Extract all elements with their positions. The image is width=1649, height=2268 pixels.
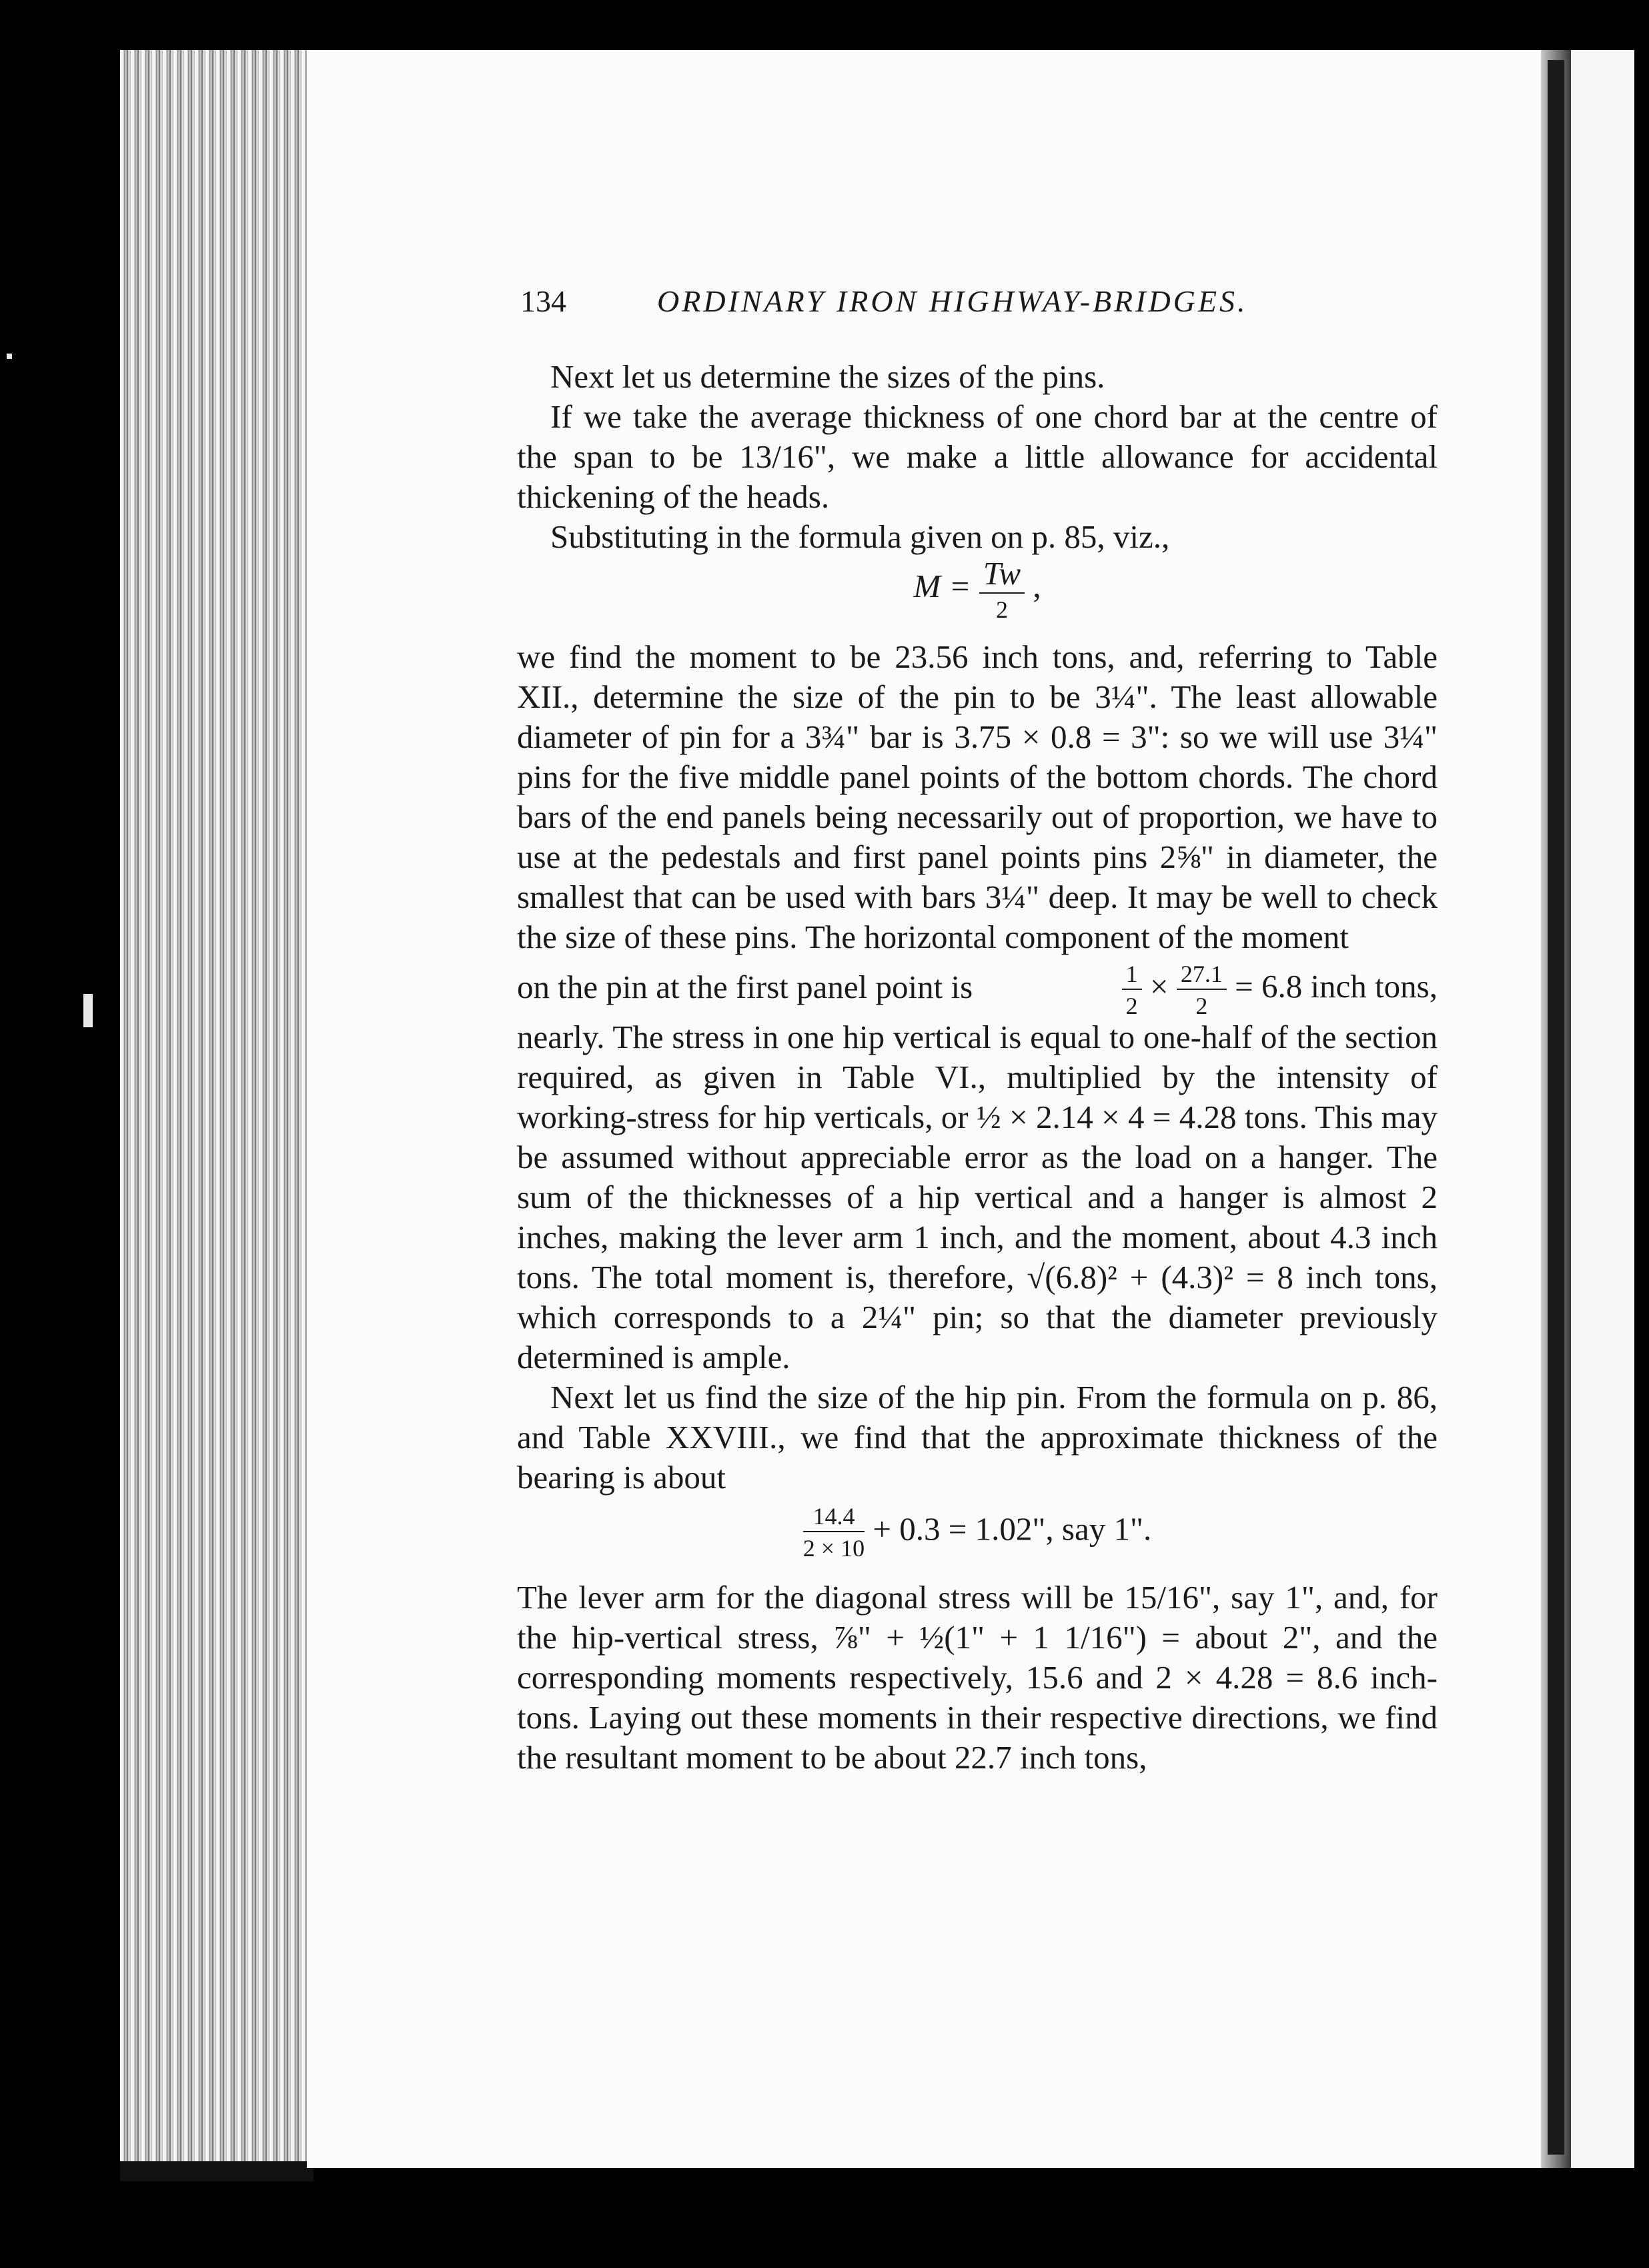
denominator: 2 (1125, 992, 1138, 1019)
formula-lhs: M = (913, 567, 971, 604)
body-text (517, 357, 1438, 1778)
paragraph: Next let us determine the sizes of the pins. (550, 358, 1105, 395)
inline-formula-expression (1122, 957, 1438, 1018)
paragraph: nearly. The stress in one hip vertical is equal to one-half of the section required, as given in Table VI., multiplied by the intensity of working-stress for hip verticals, or ½ × 2.14 × 4 = 4.28 tons. This may be assumed without appreciable error as the load on a hanger. The sum of the thicknesses of a hip vertical and a hanger is almost 2 inches, making the lever arm 1 inch, and the moment, about 4.3 inch tons. The total moment is, therefore, √(6.8)² + (4.3)² = 8 inch tons, which corresponds to a 2¼" pin; so that the diameter previously determined is ample. (517, 1019, 1438, 1375)
running-title: ORDINARY IRON HIGHWAY-BRIDGES. (657, 284, 1248, 318)
formula-moment (517, 557, 1438, 637)
page-number: 134 (520, 284, 566, 318)
inline-formula-suffix: = 6.8 inch tons, (1235, 968, 1438, 1005)
formula-denominator: 2 × 10 (802, 1535, 865, 1562)
paragraph: The lever arm for the diagonal stress will be 15/16", say 1", and, for the hip-vertical stress, ⅞" + ½(1" + 1 1/16") = about 2", and the corresponding moments respectively, 15.6 and 2 × 4.28 = 8.6 inch-tons. Laying out these moments in their respective directions, we find the resultant moment to be about 22.7 inch tons, (517, 1579, 1438, 1776)
formula-numerator: 14.4 (803, 1504, 865, 1532)
paragraph: Substituting in the formula given on p. 85, viz., (550, 518, 1170, 555)
margin-speck (7, 354, 12, 359)
inline-formula-line (517, 957, 1438, 1017)
formula-tail: + 0.3 = 1.02", say 1". (873, 1510, 1152, 1548)
paragraph: we find the moment to be 23.56 inch tons, and, referring to Table XII., determine the size of the pin to be 3¼". The least allowable diameter of pin for a 3¾" bar is 3.75 × 0.8 = 3": so we will use 3¼" pins for the five middle panel points of the bottom chords. The chord bars of the end panels being necessarily out of proportion, we have to use at the pedestals and first panel points pins 2⅝" in diameter, the smallest that can be used with bars 3¼" deep. It may be well to check the size of these pins. The horizontal component of the moment (517, 638, 1438, 955)
fraction-moment (1177, 962, 1227, 1018)
formula-tail: , (1033, 567, 1041, 604)
formula-fraction (803, 1504, 865, 1560)
binding-gutter (1548, 60, 1564, 2155)
inline-formula-prefix: on the pin at the first panel point is (517, 969, 973, 1005)
running-head (520, 284, 1294, 324)
facing-page-edge (1571, 50, 1634, 2168)
denominator: 2 (1195, 992, 1208, 1019)
book-page-edges (120, 50, 314, 2161)
numerator: 27.1 (1177, 962, 1227, 990)
formula-denominator: 2 (995, 596, 1008, 623)
numerator: 1 (1122, 962, 1142, 990)
margin-speck (83, 994, 93, 1027)
fraction-half (1122, 962, 1142, 1018)
formula-bearing (517, 1498, 1438, 1578)
formula-fraction (979, 557, 1025, 622)
formula-numerator: Tw (979, 557, 1025, 594)
paragraph: Next let us find the size of the hip pin. From the formula on p. 86, and Table XXVIII., we find that the approximate thickness of the bearing is about (517, 1379, 1438, 1496)
paragraph: If we take the average thickness of one chord bar at the centre of the span to be 13/16", we make a little allowance for accidental thickening of the heads. (517, 398, 1438, 515)
times-sign: × (1149, 968, 1169, 1005)
